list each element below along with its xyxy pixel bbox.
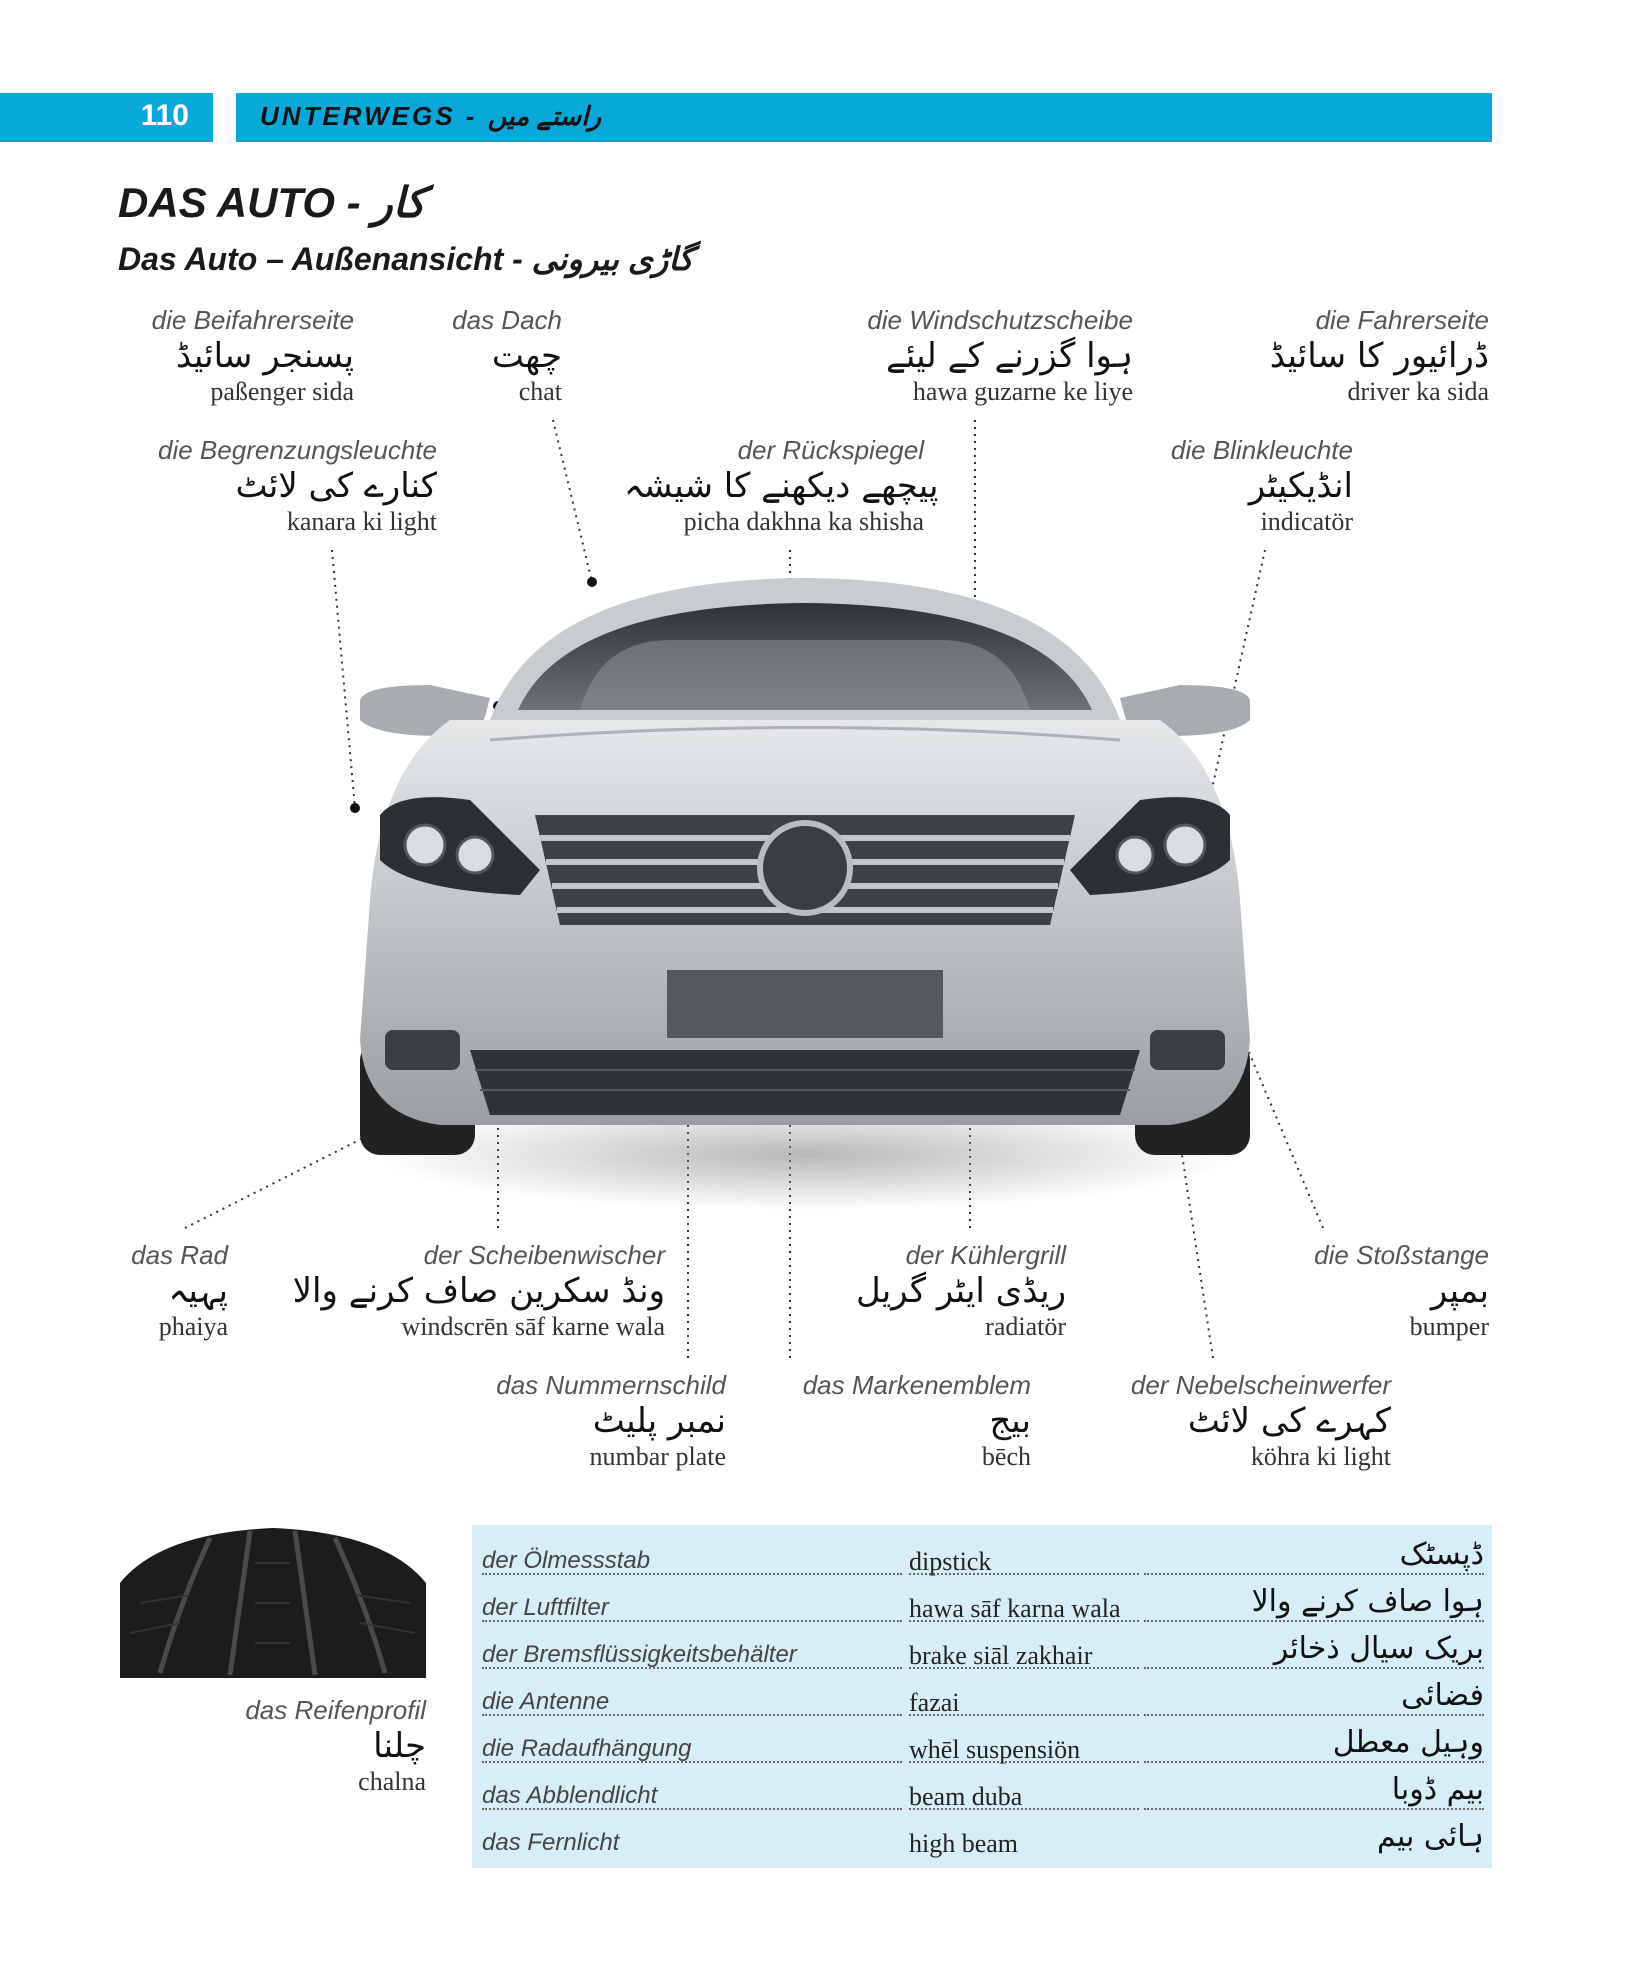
left-fog-light (385, 1030, 460, 1070)
car-front-illustration (340, 570, 1270, 1230)
label-tr: driver ka sida (1347, 377, 1489, 406)
label-ur: ریڈی ایٹر گریل (855, 1271, 1066, 1311)
table-row (482, 1770, 1484, 1817)
cell-urdu: ہائی بیم (1377, 1819, 1484, 1854)
label-de: der Nebelscheinwerfer (1130, 1370, 1391, 1400)
page-title: DAS AUTO - کار (118, 179, 426, 226)
label-ur: پسنجر سائیڈ (176, 336, 354, 376)
label-ur: نمبر پلیٹ (592, 1401, 726, 1441)
cell-urdu: ہوا صاف کرنے والا (1144, 1584, 1484, 1622)
label-tire-tread (126, 1695, 426, 1797)
vocabulary-table (472, 1525, 1492, 1868)
cell-transliteration: hawa sāf karna wala (909, 1594, 1139, 1622)
label-de: der Kühlergrill (905, 1240, 1066, 1270)
section-header-bar (236, 93, 1492, 142)
label-rearview-mirror (624, 435, 939, 537)
cell-transliteration: high beam (909, 1829, 1019, 1858)
label-ur: بمپر (1430, 1271, 1489, 1311)
table-row (482, 1535, 1484, 1582)
label-de: die Stoßstange (1314, 1240, 1489, 1270)
cell-transliteration: beam duba (909, 1782, 1139, 1810)
label-de: das Reifenprofil (245, 1695, 426, 1725)
section-title: UNTERWEGS - راستے میں (260, 101, 602, 131)
label-ur: کنارے کی لائٹ (235, 466, 437, 506)
label-indicator (1053, 435, 1353, 537)
label-tr: bēch (981, 1442, 1031, 1471)
label-de: die Blinkleuchte (1170, 435, 1353, 465)
label-tr: phaiya (158, 1312, 228, 1341)
page-number: 110 (140, 99, 189, 132)
cell-german: der Ölmessstab (482, 1547, 902, 1575)
table-row (482, 1629, 1484, 1676)
tire-tread-image (120, 1523, 426, 1678)
label-ur: چلنا (373, 1726, 426, 1766)
cell-urdu: بریک سیال ذخائر (1144, 1631, 1484, 1669)
cell-urdu: فضائی (1144, 1678, 1484, 1716)
label-tr: köhra ki light (1250, 1442, 1391, 1471)
label-driver-side (1189, 305, 1489, 407)
label-tr: indicatör (1260, 507, 1353, 536)
label-tr: paßenger sida (210, 377, 354, 406)
cell-transliteration: fazai (909, 1688, 1139, 1716)
label-wheel (0, 1240, 228, 1342)
table-row (482, 1817, 1484, 1864)
label-ur: پیچھے دیکھنے کا شیشہ (624, 466, 939, 506)
table-row (482, 1582, 1484, 1629)
label-ur: چھت (491, 336, 562, 376)
label-bumper (1189, 1240, 1489, 1342)
label-de: das Markenemblem (802, 1370, 1031, 1400)
label-ur: انڈیکیٹر (1248, 466, 1353, 506)
label-tr: kanara ki light (286, 507, 437, 536)
label-tr: bumper (1409, 1312, 1489, 1341)
label-ur: ہوا گزرنے کے لیئے (885, 336, 1133, 376)
label-ur: کہرے کی لائٹ (1187, 1401, 1391, 1441)
right-fog-light (1150, 1030, 1225, 1070)
table-row (482, 1723, 1484, 1770)
label-tr: hawa guzarne ke liye (912, 377, 1133, 406)
cell-german: die Radaufhängung (482, 1735, 902, 1763)
label-tr: radiatör (985, 1312, 1066, 1341)
label-radiator-grille (766, 1240, 1066, 1342)
label-de: die Beifahrerseite (151, 305, 354, 335)
label-wiper (265, 1240, 665, 1342)
page-subtitle: Das Auto – Außenansicht - گاڑی بیرونی (118, 241, 694, 277)
label-tr: windscrēn sāf karne wala (401, 1312, 665, 1341)
cell-german: das Fernlicht (482, 1829, 620, 1856)
page-number-tab (0, 93, 213, 142)
label-license-plate (426, 1370, 726, 1472)
cell-urdu: ڈپسٹک (1144, 1537, 1484, 1575)
label-brand-emblem (731, 1370, 1031, 1472)
label-roof (262, 305, 562, 407)
label-de: die Fahrerseite (1315, 305, 1489, 335)
label-side-marker-light (137, 435, 437, 537)
cell-german: die Antenne (482, 1688, 902, 1716)
label-tr: picha dakhna ka shisha (683, 507, 924, 536)
cell-transliteration: brake siāl zakhair (909, 1641, 1139, 1669)
label-de: die Begrenzungsleuchte (158, 435, 437, 465)
cell-urdu: بیم ڈوبا (1144, 1772, 1484, 1810)
table-row (482, 1676, 1484, 1723)
label-de: das Rad (131, 1240, 228, 1270)
label-de: der Rückspiegel (737, 435, 924, 465)
label-ur: بیج (989, 1401, 1031, 1441)
label-ur: ونڈ سکرین صاف کرنے والا (292, 1271, 665, 1311)
label-windshield (833, 305, 1133, 407)
brand-emblem (760, 823, 850, 913)
cell-transliteration: dipstick (909, 1547, 1139, 1575)
cell-urdu: وہیل معطل (1144, 1725, 1484, 1763)
label-de: das Nummernschild (496, 1370, 726, 1400)
label-fog-light (1091, 1370, 1391, 1472)
cell-transliteration: whēl suspensiön (909, 1735, 1139, 1763)
label-tr: numbar plate (589, 1442, 726, 1471)
label-tr: chalna (358, 1767, 426, 1796)
license-plate (667, 970, 943, 1038)
label-ur: پہیہ (168, 1271, 228, 1311)
label-tr: chat (518, 377, 562, 406)
cell-german: der Bremsflüssigkeitsbehälter (482, 1641, 902, 1669)
label-ur: ڈرائیور کا سائیڈ (1269, 336, 1489, 376)
cell-german: der Luftfilter (482, 1594, 902, 1622)
label-de: der Scheibenwischer (423, 1240, 665, 1270)
label-de: die Windschutzscheibe (867, 305, 1133, 335)
label-de: das Dach (452, 305, 562, 335)
cell-german: das Abblendlicht (482, 1782, 902, 1810)
